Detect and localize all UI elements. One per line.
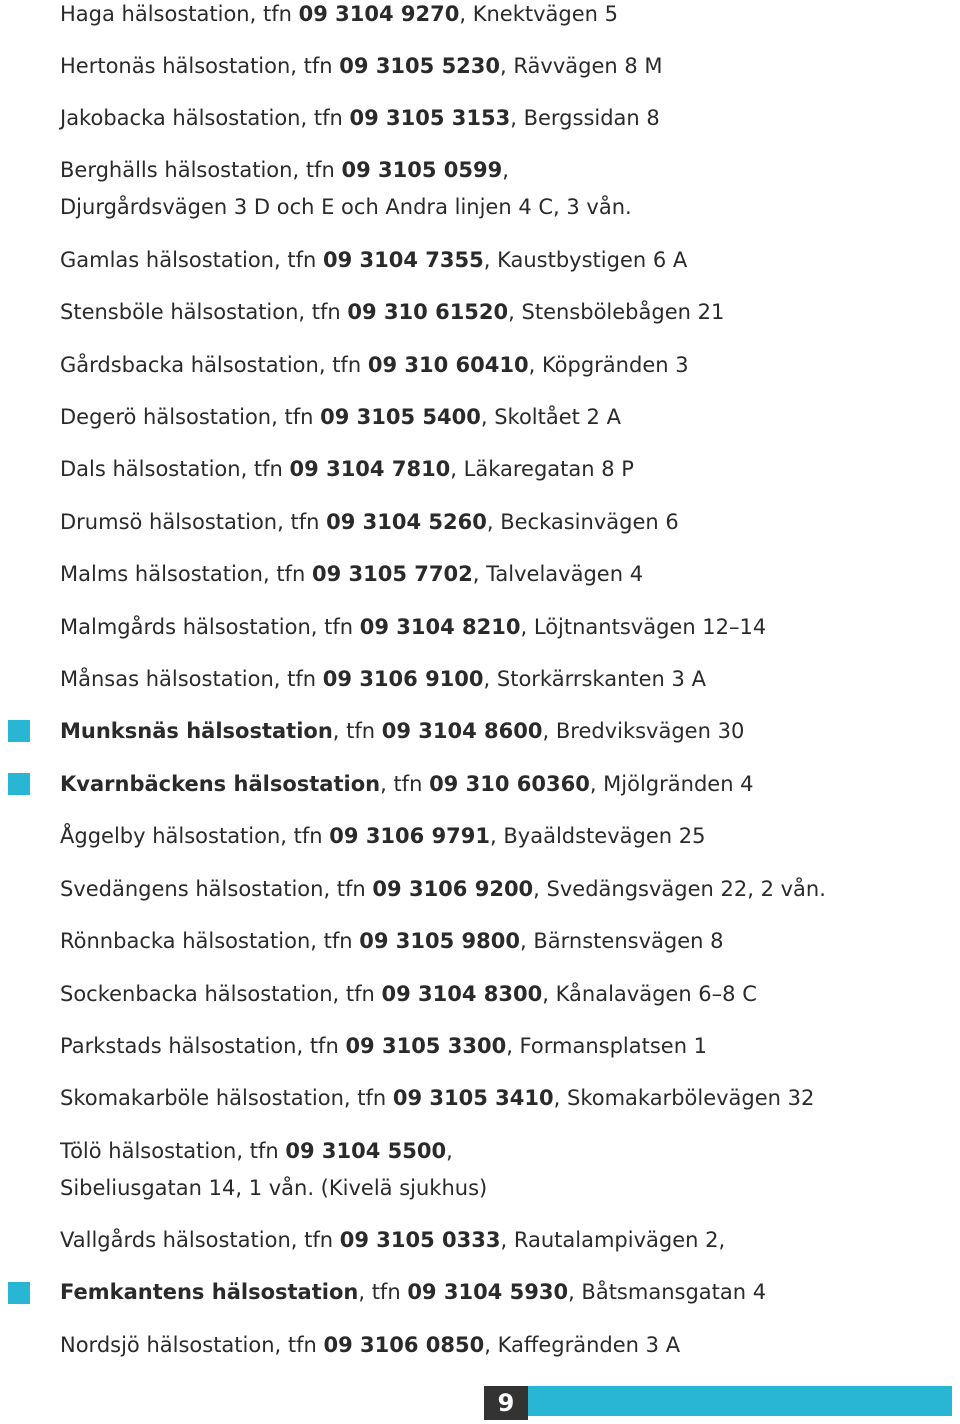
list-item: Drumsö hälsostation, tfn 09 3104 5260, Beckasinvägen 6 <box>60 510 679 534</box>
station-address: Formansplatsen 1 <box>519 1034 708 1058</box>
list-item: Hertonäs hälsostation, tfn 09 3105 5230, Rävvägen 8 M <box>60 54 663 78</box>
station-name: Nordsjö hälsostation <box>60 1333 275 1357</box>
station-address: Bergssidan 8 <box>523 106 660 130</box>
station-name: Malmgårds hälsostation <box>60 615 311 639</box>
station-address: Beckasinvägen 6 <box>500 510 679 534</box>
station-name: Haga hälsostation <box>60 2 250 26</box>
list-item: Sockenbacka hälsostation, tfn 09 3104 8300, Kånalavägen 6–8 C <box>60 982 757 1006</box>
station-name: Munksnäs hälsostation <box>60 719 333 743</box>
station-name: Sockenbacka hälsostation <box>60 982 333 1006</box>
station-address: Storkärrskanten 3 A <box>496 667 706 691</box>
phone-number: 09 3106 9791 <box>329 824 491 848</box>
station-name: Drumsö hälsostation <box>60 510 278 534</box>
station-name: Dals hälsostation <box>60 457 241 481</box>
station-name: Femkantens hälsostation <box>60 1280 359 1304</box>
list-item: Månsas hälsostation, tfn 09 3106 9100, Storkärrskanten 3 A <box>60 667 706 691</box>
phone-number: 09 3104 8600 <box>381 719 543 743</box>
list-item: Vallgårds hälsostation, tfn 09 3105 0333, Rautalampivägen 2, <box>60 1228 726 1252</box>
station-address: Löjtnantsvägen 12–14 <box>533 615 767 639</box>
list-item: Haga hälsostation, tfn 09 3104 9270, Knektvägen 5 <box>60 2 618 26</box>
list-item: Dals hälsostation, tfn 09 3104 7810, Läkaregatan 8 P <box>60 457 634 481</box>
list-item: Rönnbacka hälsostation, tfn 09 3105 9800, Bärnstensvägen 8 <box>60 929 724 953</box>
list-item: Kvarnbäckens hälsostation, tfn 09 310 60360, Mjölgränden 4 <box>60 772 754 796</box>
list-item: Munksnäs hälsostation, tfn 09 3104 8600, Bredviksvägen 30 <box>60 719 745 743</box>
station-name: Malms hälsostation <box>60 562 263 586</box>
station-address: Mjölgränden 4 <box>603 772 754 796</box>
phone-number: 09 3105 5230 <box>339 54 501 78</box>
station-address: Djurgårdsvägen 3 D och E och Andra linjen 4 C, 3 vån. <box>60 195 632 219</box>
station-name: Hertonäs hälsostation <box>60 54 291 78</box>
station-address: Knektvägen 5 <box>472 2 618 26</box>
highlight-marker <box>8 773 30 795</box>
phone-number: 09 310 60410 <box>367 353 529 377</box>
list-item: Tölö hälsostation, tfn 09 3104 5500, Sibeliusgatan 14, 1 vån. (Kivelä sjukhus) <box>60 1133 940 1207</box>
station-address: Rävvägen 8 M <box>513 54 663 78</box>
station-name: Berghälls hälsostation <box>60 158 293 182</box>
phone-number: 09 3105 0599 <box>341 158 503 182</box>
list-item: Jakobacka hälsostation, tfn 09 3105 3153, Bergssidan 8 <box>60 106 660 130</box>
station-name: Rönnbacka hälsostation <box>60 929 311 953</box>
station-name: Gårdsbacka hälsostation <box>60 353 319 377</box>
phone-number: 09 3104 5500 <box>285 1139 447 1163</box>
phone-number: 09 3106 0850 <box>323 1333 485 1357</box>
list-item: Femkantens hälsostation, tfn 09 3104 5930, Båtsmansgatan 4 <box>60 1280 767 1304</box>
phone-number: 09 3105 3300 <box>345 1034 507 1058</box>
list-item: Berghälls hälsostation, tfn 09 3105 0599, Djurgårdsvägen 3 D och E och Andra linjen 4 C, 3 vån. <box>60 152 940 226</box>
list-item: Nordsjö hälsostation, tfn 09 3106 0850, Kaffegränden 3 A <box>60 1333 681 1357</box>
phone-number: 09 3105 0333 <box>339 1228 501 1252</box>
station-address: Skoltået 2 A <box>494 405 621 429</box>
station-address: Kaffegränden 3 A <box>497 1333 681 1357</box>
station-name: Skomakarböle hälsostation <box>60 1086 344 1110</box>
station-name: Månsas hälsostation <box>60 667 274 691</box>
list-item: Skomakarböle hälsostation, tfn 09 3105 3410, Skomakarbölevägen 32 <box>60 1086 815 1110</box>
list-item: Gårdsbacka hälsostation, tfn 09 310 60410, Köpgränden 3 <box>60 353 689 377</box>
station-name: Jakobacka hälsostation <box>60 106 301 130</box>
station-address: Båtsmansgatan 4 <box>581 1280 767 1304</box>
phone-number: 09 3104 7810 <box>289 457 451 481</box>
station-name: Degerö hälsostation <box>60 405 272 429</box>
station-address: Bärnstensvägen 8 <box>533 929 724 953</box>
list-item: Degerö hälsostation, tfn 09 3105 5400, Skoltået 2 A <box>60 405 621 429</box>
phone-number: 09 3104 5930 <box>407 1280 569 1304</box>
station-name: Tölö hälsostation <box>60 1139 237 1163</box>
list-item: Malms hälsostation, tfn 09 3105 7702, Talvelavägen 4 <box>60 562 644 586</box>
station-address: Stensbölebågen 21 <box>521 300 725 324</box>
list-item: Parkstads hälsostation, tfn 09 3105 3300, Formansplatsen 1 <box>60 1034 708 1058</box>
station-address: Läkaregatan 8 P <box>463 457 634 481</box>
station-address: Bredviksvägen 30 <box>555 719 745 743</box>
page-number: 9 <box>484 1386 528 1420</box>
station-address: Skomakarbölevägen 32 <box>566 1086 815 1110</box>
phone-number: 09 3104 5260 <box>326 510 487 534</box>
highlight-marker <box>8 1282 30 1304</box>
phone-number: 09 3105 9800 <box>359 929 521 953</box>
station-address: Köpgränden 3 <box>541 353 689 377</box>
phone-number: 09 3105 3153 <box>349 106 511 130</box>
station-address: Talvelavägen 4 <box>486 562 644 586</box>
phone-number: 09 3105 5400 <box>320 405 481 429</box>
phone-number: 09 3104 9270 <box>298 2 460 26</box>
phone-number: 09 3106 9100 <box>322 667 484 691</box>
station-name: Svedängens hälsostation <box>60 877 324 901</box>
footer-accent-bar <box>484 1386 952 1416</box>
station-name: Gamlas hälsostation <box>60 248 274 272</box>
phone-number: 09 3104 8210 <box>359 615 521 639</box>
station-address: Sibeliusgatan 14, 1 vån. (Kivelä sjukhus) <box>60 1176 488 1200</box>
list-item: Stensböle hälsostation, tfn 09 310 61520, Stensbölebågen 21 <box>60 300 725 324</box>
station-name: Vallgårds hälsostation <box>60 1228 291 1252</box>
phone-number: 09 3105 3410 <box>392 1086 554 1110</box>
list-item: Gamlas hälsostation, tfn 09 3104 7355, Kaustbystigen 6 A <box>60 248 688 272</box>
station-name: Parkstads hälsostation <box>60 1034 297 1058</box>
list-item: Åggelby hälsostation, tfn 09 3106 9791, Byaäldstevägen 25 <box>60 824 706 848</box>
phone-number: 09 310 60360 <box>429 772 590 796</box>
station-address: Kaustbystigen 6 A <box>497 248 688 272</box>
phone-number: 09 3105 7702 <box>311 562 473 586</box>
list-item: Malmgårds hälsostation, tfn 09 3104 8210, Löjtnantsvägen 12–14 <box>60 615 767 639</box>
phone-number: 09 310 61520 <box>347 300 509 324</box>
phone-number: 09 3104 8300 <box>381 982 543 1006</box>
station-address: Byaäldstevägen 25 <box>503 824 706 848</box>
station-name: Stensböle hälsostation <box>60 300 299 324</box>
list-item: Svedängens hälsostation, tfn 09 3106 9200, Svedängsvägen 22, 2 vån. <box>60 877 826 901</box>
phone-number: 09 3106 9200 <box>372 877 534 901</box>
station-name: Åggelby hälsostation <box>60 824 281 848</box>
station-address: Svedängsvägen 22, 2 vån. <box>546 877 826 901</box>
station-address: Rautalampivägen 2, <box>513 1228 726 1252</box>
phone-number: 09 3104 7355 <box>322 248 484 272</box>
station-name: Kvarnbäckens hälsostation <box>60 772 381 796</box>
highlight-marker <box>8 720 30 742</box>
station-address: Kånalavägen 6–8 C <box>555 982 757 1006</box>
